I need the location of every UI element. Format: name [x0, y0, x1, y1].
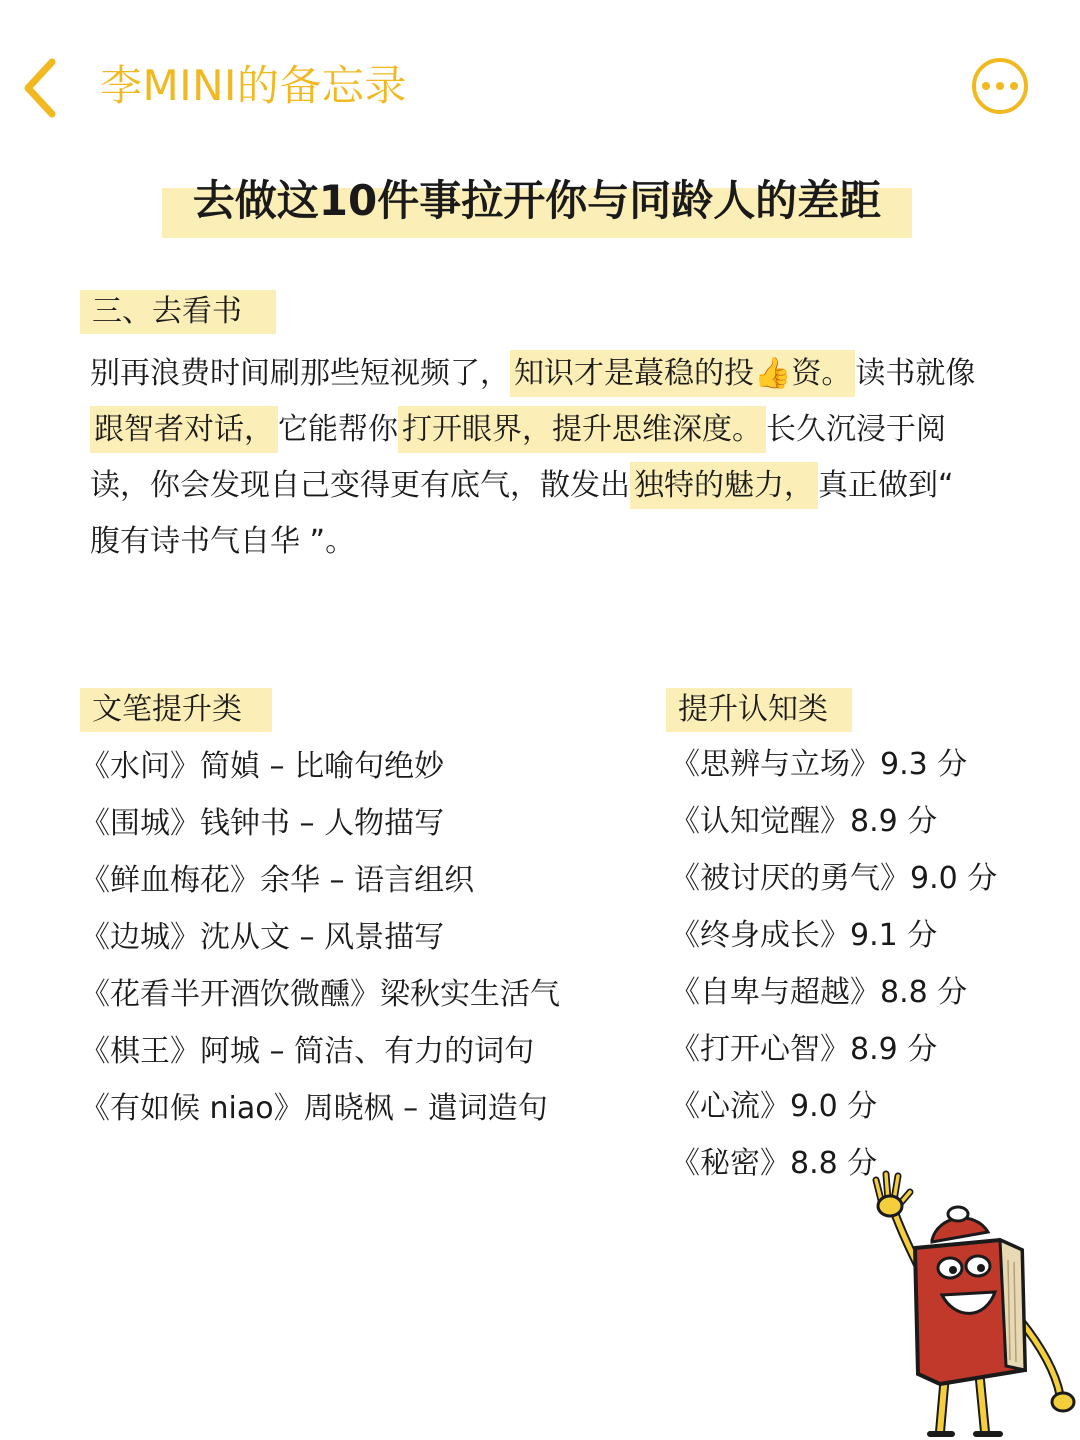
chevron-left-icon [18, 56, 66, 120]
list-item: 《围城》钱钟书 – 人物描写 [80, 806, 445, 841]
app-title: 李MINI的备忘录 [100, 61, 407, 110]
more-dot [996, 82, 1004, 90]
list-item: 《边城》沈从文 – 风景描写 [80, 920, 445, 955]
list-item: 《自卑与超越》8.8 分 [670, 975, 968, 1010]
highlighted-text: 知识才是蕞稳的投👍资。 [510, 350, 855, 397]
back-button[interactable] [18, 56, 66, 120]
page-title: 去做这10件事拉开你与同龄人的差距 [192, 176, 882, 225]
paragraph-text: 真正做到“ 腹有诗书气自华 ”。 [90, 468, 954, 559]
more-dot [1010, 82, 1018, 90]
cognition-book-list [670, 736, 997, 1192]
highlighted-text: 打开眼界，提升思维深度。 [398, 406, 766, 453]
list-item: 《终身成长》9.1 分 [670, 918, 938, 953]
list-item: 《有如候 niao》周晓枫 – 遣词造句 [80, 1091, 548, 1126]
paragraph-text: 别再浪费时间刷那些短视频了， [90, 356, 510, 391]
highlighted-text: 独特的魅力， [630, 462, 818, 509]
writing-book-list [80, 738, 560, 1137]
list-item: 《棋王》阿城 – 简洁、有力的词句 [80, 1034, 535, 1069]
paragraph-text: 读书就像 [855, 356, 976, 391]
more-horizontal-icon [982, 82, 990, 90]
right-column-heading: 提升认知类 [666, 688, 852, 732]
list-item: 《被讨厌的勇气》9.0 分 [670, 861, 998, 896]
list-item: 《鲜血梅花》余华 – 语言组织 [80, 863, 475, 898]
section-paragraph [90, 346, 990, 570]
list-item: 《认知觉醒》8.9 分 [670, 804, 938, 839]
book-mascot-illustration [860, 1170, 1080, 1440]
list-item: 《秘密》8.8 分 [670, 1146, 878, 1181]
section-heading: 三、去看书 [80, 290, 276, 334]
list-item: 《花看半开酒饮微醺》梁秋实生活气 [80, 977, 560, 1012]
more-button[interactable] [972, 58, 1028, 114]
paragraph-text: 它能帮你 [278, 412, 398, 447]
list-item: 《打开心智》8.9 分 [670, 1032, 938, 1067]
highlighted-text: 跟智者对话， [90, 406, 278, 453]
list-item: 《思辨与立场》9.3 分 [670, 747, 968, 782]
list-item: 《心流》9.0 分 [670, 1089, 878, 1124]
list-item: 《水问》简媜 – 比喻句绝妙 [80, 749, 445, 784]
paragraph-text: 长久沉浸于阅读，你会发现自己变得更有底气，散发出 [90, 412, 946, 503]
left-column-heading: 文笔提升类 [80, 688, 272, 732]
